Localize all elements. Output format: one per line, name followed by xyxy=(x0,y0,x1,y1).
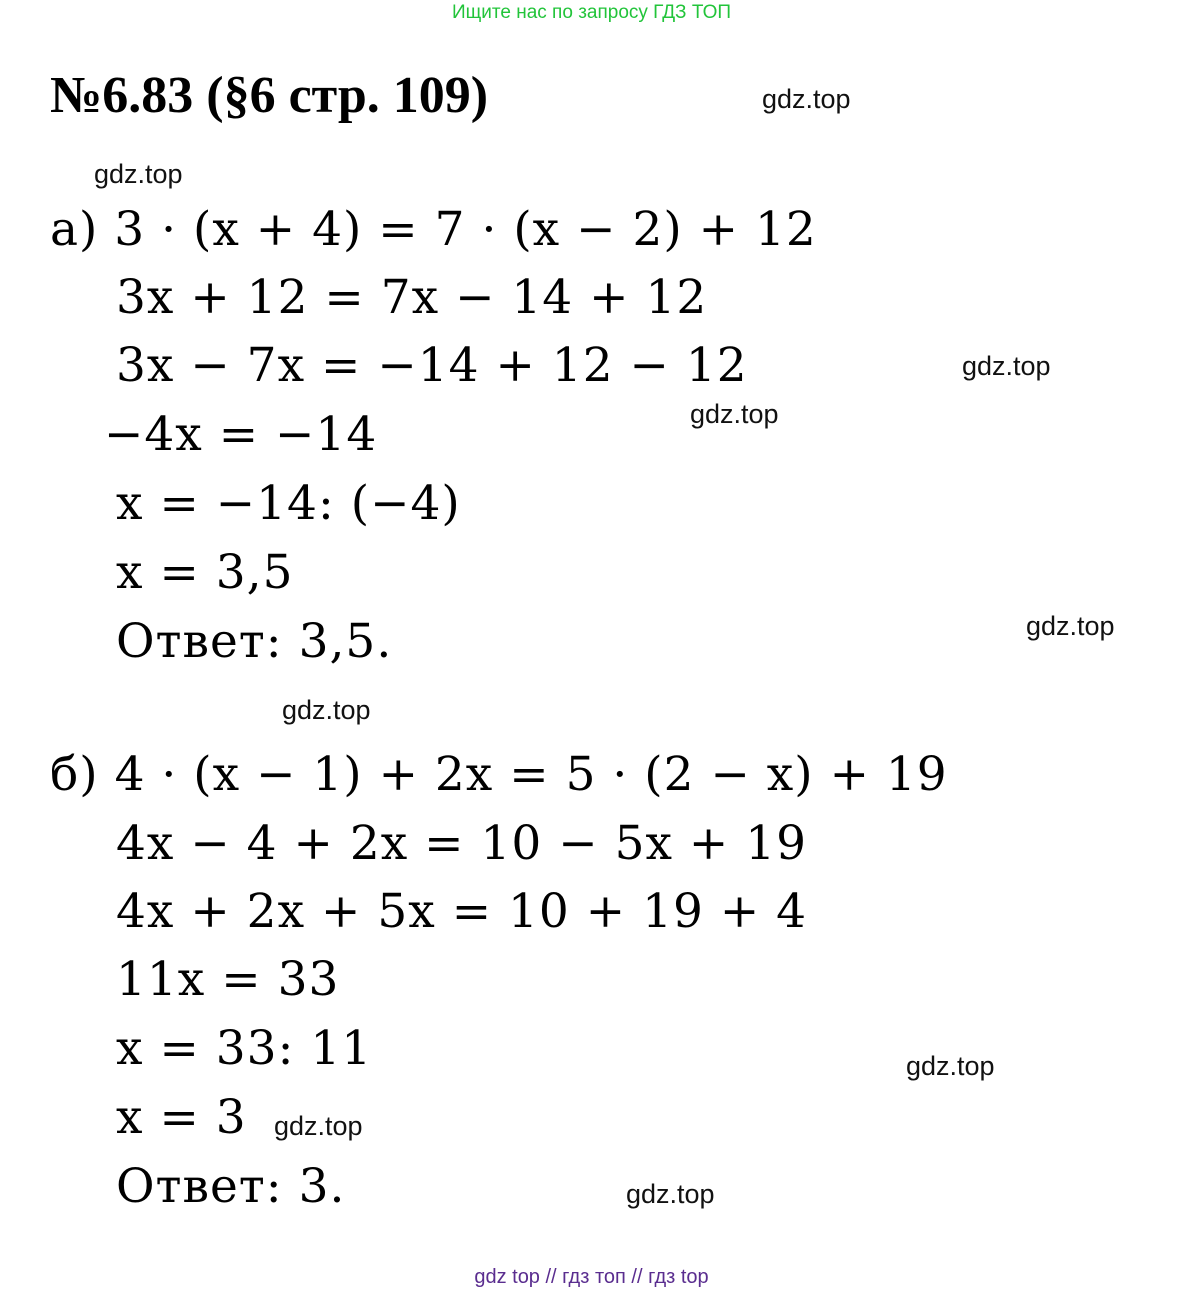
equation-line: x = 3,5 xyxy=(116,545,294,600)
watermark: gdz.top xyxy=(274,1111,363,1141)
page-title: №6.83 (§6 стр. 109) xyxy=(50,67,489,124)
watermark: gdz.top xyxy=(626,1179,715,1209)
equation-line: 4x + 2x + 5x = 10 + 19 + 4 xyxy=(116,884,808,939)
equation-line: x = 33: 11 xyxy=(116,1021,373,1076)
answer-line: Ответ: 3,5. xyxy=(116,614,393,669)
equation-line: 4x − 4 + 2x = 10 − 5x + 19 xyxy=(116,816,808,871)
footer-links: gdz top // гдз топ // гдз top xyxy=(474,1266,709,1288)
equation-line: б) 4 · (x − 1) + 2x = 5 · (2 − x) + 19 xyxy=(50,747,948,802)
watermark: gdz.top xyxy=(962,351,1051,381)
watermark: gdz.top xyxy=(1026,611,1115,641)
equation-line: 3x + 12 = 7x − 14 + 12 xyxy=(116,270,708,325)
watermark: gdz.top xyxy=(94,159,183,189)
equation-line: x = 3 xyxy=(116,1090,247,1145)
equation-line: −4x = −14 xyxy=(104,407,378,462)
answer-line: Ответ: 3. xyxy=(116,1159,346,1214)
watermark: gdz.top xyxy=(906,1051,995,1081)
equation-line: 3x − 7x = −14 + 12 − 12 xyxy=(116,338,748,393)
equation-line: x = −14: (−4) xyxy=(116,476,461,531)
watermark: gdz.top xyxy=(690,399,779,429)
equation-line: 11x = 33 xyxy=(116,952,340,1007)
top-banner: Ищите нас по запросу ГДЗ ТОП xyxy=(451,2,732,23)
watermark: gdz.top xyxy=(762,84,851,114)
equation-line: а) 3 · (x + 4) = 7 · (x − 2) + 12 xyxy=(50,202,817,257)
watermark: gdz.top xyxy=(282,695,371,725)
